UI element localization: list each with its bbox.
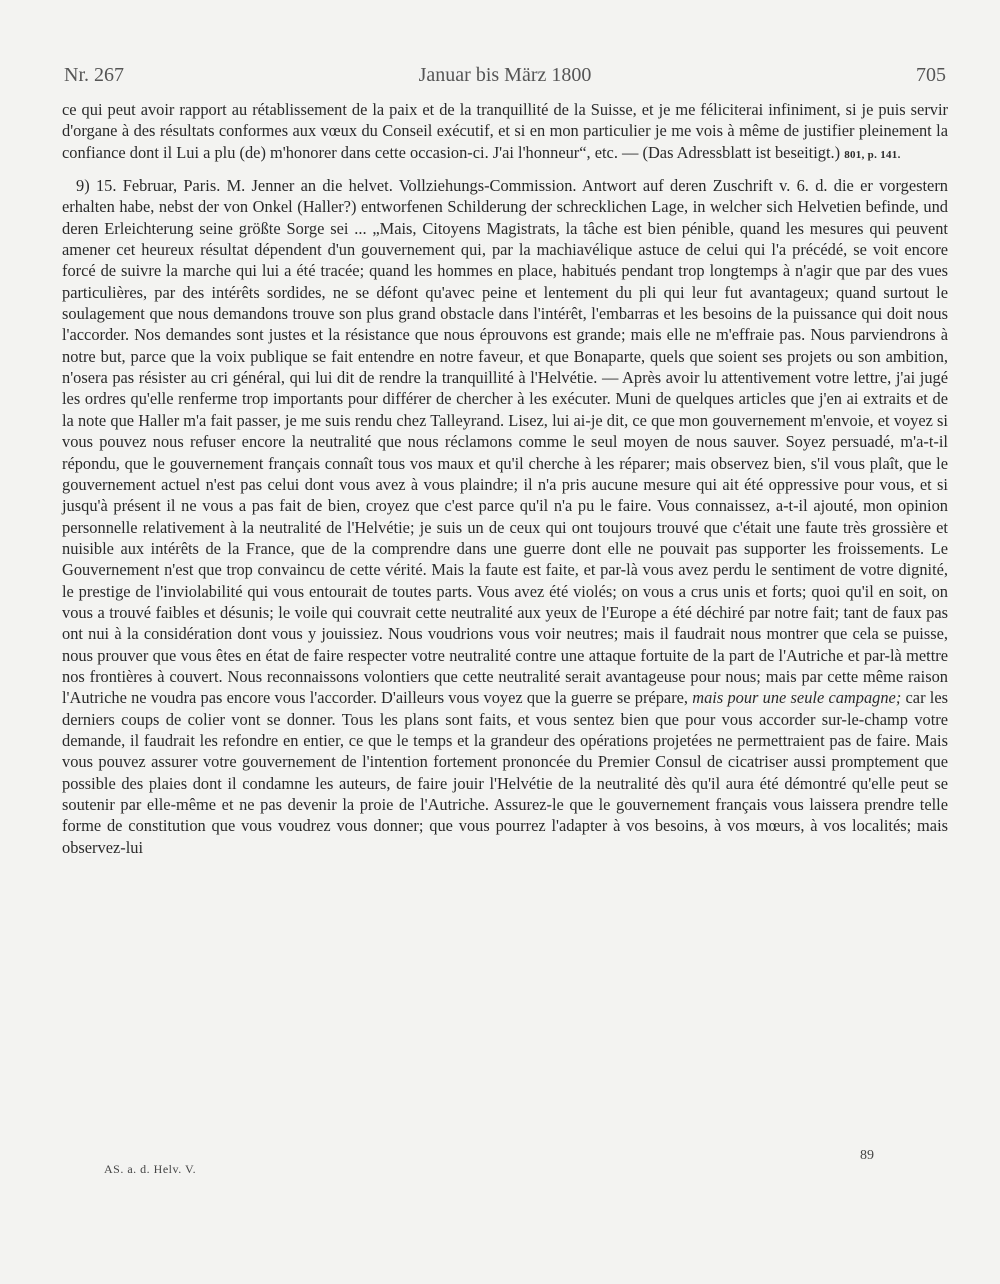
paragraph-continuation-text: ce qui peut avoir rapport au rétablissement de la paix et de la tranquillité de la Suisse, et je me féliciterai infiniment, si je puis servir d'organe à des résultats conformes aux vœux du Conseil exécutif, et si en mon particulier je me vois à même de justifier pleinement la confiance dont il Lui a plu (de) m'honorer dans cette occasion-ci. J'ai l'honneur“, etc. — (Das Adressblatt ist beseitigt.) [62,100,948,162]
document-number: Nr. 267 [64,64,124,86]
page-footer [64,1146,946,1186]
paragraph-entry-9 [62,175,948,858]
printer-signature: AS. a. d. Helv. V. [104,1162,197,1176]
archive-reference: 801, p. 141. [844,148,901,161]
page-body [62,99,948,858]
page-number: 705 [916,64,946,86]
running-header [64,64,946,94]
entry-9-italic: mais pour une seule campagne; [692,688,902,708]
paragraph-continuation [62,99,948,166]
sheet-number: 89 [860,1148,874,1163]
entry-9-text-b: car les derniers coups de colier vont se donner. Tous les plans sont faits, et vous sentez bien que pour vous accorder sur-le-champ votre demande, il faudrait les refondre en entier, ce que le temps et la grandeur des opérations projetées ne permettraient pas de faire. Mais vous pouvez assurer votre gouvernement de l'intention fortement prononcée du Premier Consul de cicatriser aussi promptement que possible des plaies dont il condamne les auteurs, de faire jouir l'Helvétie de la neutralité dès qu'il aura été démontré qu'elle peut se soutenir par elle-même et ne pas devenir la proie de l'Autriche. Assurez-le que le gouvernement français vous laissera prendre telle forme de constitution que vous voudrez vous donner; que vous pourrez l'adapter à vos besoins, à vos mœurs, à vos localités; mais observez-lui [62,688,948,857]
running-title: Januar bis März 1800 [418,64,592,86]
entry-9-text-a: 9) 15. Februar, Paris. M. Jenner an die helvet. Vollziehungs-Commission. Antwort auf deren Zuschrift v. 6. d. die er vorgestern erhalten habe, nebst der von Onkel (Haller?) entworfenen Schilderung der schrecklichen Lage, in welcher sich Helvetien befinde, und deren Erleichterung seine größte Sorge sei ... „Mais, Citoyens Magistrats, la tâche est bien pénible, quand les mesures qui peuvent amener cet heureux résultat dépendent d'un gouvernement qui, par la machiavélique astuce de celui qui l'a précédé, se voit encore forcé de suivre la marche qui lui a été tracée; quand les hommes en place, habitués pendant trop longtemps à n'agir que par des vues particulières, par des intérêts sordides, ne se défont qu'avec peine et lentement du pli qui leur fut avantageux; quand surtout le soulagement que nous demandons trouve son plus grand obstacle dans l'intérêt, l'embarras et les besoins de la puissance qui doit nous l'accorder. Nos demandes sont justes et la résistance que nous éprouvons est grande; mais elle ne m'effraie pas. Nous parviendrons à notre but, parce que la voix publique se fait entendre en notre faveur, et que Bonaparte, quels que soient ses projets ou son ambition, n'osera pas résister au cri général, qui lui dit de rendre la tranquillité à l'Helvétie. — Après avoir lu attentivement votre lettre, j'ai jugé les ordres qu'elle renferme trop importants pour différer de chercher à les exécuter. Muni de quelques articles que j'en ai extraits et de la note que Haller m'a fait passer, je me suis rendu chez Talleyrand. Lisez, lui ai-je dit, ce que mon gouvernement m'envoie, et voyez si vous pouvez nous refuser encore la neutralité que nous réclamons comme le seul moyen de nous sauver. Soyez persuadé, m'a-t-il répondu, que le gouvernement français connaît tous vos maux et qu'il cherche à les réparer; mais observez bien, s'il vous plaît, que le gouvernement actuel n'est pas celui dont vous avez à vous plaindre; il n'a pris aucune mesure qui ait été oppressive pour vous, et si jusqu'à présent il ne vous a pas fait de bien, croyez que c'est parce qu'il n'a pu le faire. Vous connaissez, a-t-il ajouté, mon opinion personnelle relativement à la neutralité de l'Helvétie; je suis un de ceux qui ont toujours trouvé que c'était une faute très grossière et nuisible aux intérêts de la France, que de la comprendre dans une guerre dont elle ne pouvait pas supporter les froissements. Le Gouvernement n'est que trop convaincu de cette vérité. Mais la faute est faite, et par-là vous avez perdu le sentiment de votre dignité, le prestige de l'inviolabilité qui vous entourait de toutes parts. Vous avez été violés; on vous a crus unis et forts; quoi qu'il en soit, on vous a trouvé faibles et désunis; le voile qui couvrait cette neutralité aux yeux de l'Europe a été déchiré par notre fait; tant de faux pas ont nui à la considération dont vous y jouissiez. Nous voudrions vous voir neutres; mais il faudrait nous montrer que cela se puisse, nous prouver que vous êtes en état de faire respecter votre neutralité contre une attaque fortuite de la part de l'Autriche et par-là mettre nos frontières à couvert. Nous reconnaissons volontiers que cette neutralité serait avantageuse pour nous; mais par cette même raison l'Autriche ne voudra pas encore vous l'accorder. D'ailleurs vous voyez que la guerre se prépare, [62,176,948,708]
